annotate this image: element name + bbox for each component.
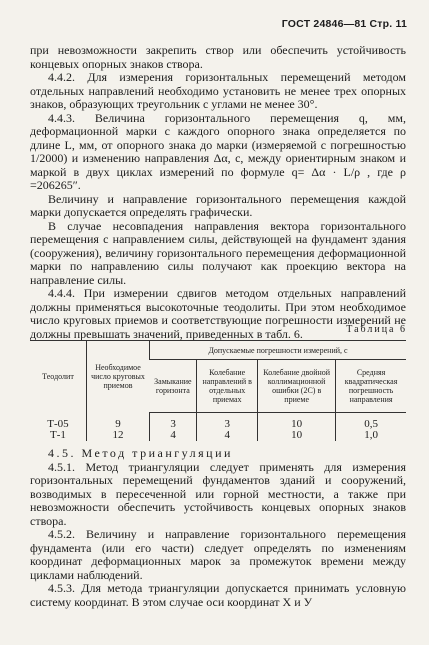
paragraph [30, 112, 406, 193]
page-header: ГОСТ 24846—81 Стр. 11 [281, 18, 407, 30]
body-text-bottom [30, 447, 406, 609]
paragraph: 4.5.1. Метод триангуляции следует применять для измерения горизонтальных перемещений фундаментов зданий и сооружений, возводимых в пересеченной или горной местности, а также при невозможности обеспечить устойчивость концевых опорных знаков створа. [30, 459, 406, 528]
table-row [30, 413, 406, 431]
column-header: Колебание направлений в отдельных приемах [197, 360, 258, 413]
section-title: 4.5. Метод триангуляции [48, 446, 233, 460]
paragraph-part: 4.4.3. Величина горизонтального перемещения q, мм, деформационной марки с каждого опорного знака определяется по длине L, мм, от опорного знака до марки (измеряемой с погрешностью 1/2000) и изменению направления Δα, с, между ориентирным знаком и маркой в двух циклах измерений по формуле q= Δα · L/ρ , где ρ =206265″. [30, 110, 406, 192]
body-text-top [30, 44, 406, 341]
column-header: Теодолит [30, 341, 87, 413]
paragraph-part: по длине L, мм, от опорного знака до марки (измеряемой с погрешностью 1/2000) и изменению направления Δα, с, между ориентирным знаком и маркой в двух циклах измерений по формуле q= Δα · L/ρ , где ρ =206265″. [30, 124, 406, 192]
table-row [30, 430, 406, 441]
column-header: Замыкание горизонта [150, 360, 197, 413]
table-cell: 9 [87, 413, 150, 431]
table-cell: 1,0 [336, 430, 406, 441]
table-cell: Т-05 [47, 417, 69, 430]
paragraph: 4.5.2. Величину и направление горизонтального перемещения фундамента (или его части) следует определять по изменениям координат деформационных марок за промежуток времени между циклами наблюдений. [30, 527, 406, 582]
table-cell: Т-1 [50, 429, 66, 441]
column-group-header: Допускаемые погрешности измерений, с [150, 341, 407, 360]
paragraph: 4.4.2. Для измерения горизонтальных перемещений методом отдельных направлений необходимо установить не менее трех опорных знаков, образующих треугольник с углами не менее 30°. [30, 70, 406, 111]
table-caption: Таблица 6 [346, 324, 407, 335]
table-cell: 10 [258, 413, 336, 431]
paragraph: при невозможности закрепить створ или обеспечить устойчивость концевых опорных знаков створа. [30, 43, 406, 71]
table-cell: 10 [258, 430, 336, 441]
table-cell: 0,5 [336, 413, 406, 431]
table-cell: 4 [150, 430, 197, 441]
paragraph: Величину и направление горизонтального перемещения каждой марки допускается определять графически. [30, 191, 406, 219]
data-table [30, 340, 406, 441]
table-cell: 12 [87, 430, 150, 441]
column-header: Средняя квадратическая погрешность направления [336, 360, 406, 413]
column-header: Колебание двойной коллимационной ошибки (2С) в приеме [258, 360, 336, 413]
table-cell: 4 [197, 430, 258, 441]
paragraph: 4.5.3. Для метода триангуляции допускается принимать условную систему координат. В этом случае оси координат X и У [30, 581, 406, 609]
table-cell: 3 [150, 413, 197, 431]
column-header: Необходимое число круговых приемов [87, 341, 150, 413]
table-cell: 3 [197, 413, 258, 431]
paragraph: 4.4.4. При измерении сдвигов методом отдельных направлений должны применяться высокоточные теодолиты. При этом необходимое число круговых приемов и соответствующие погрешности измерений не должны превышать значений, приведенных в табл. 6. [30, 286, 406, 341]
paragraph: В случае несовпадения направления вектора горизонтального перемещения с направлением силы, действующей на фундамент здания (сооружения), величину горизонтального перемещения деформационной марки по направлению силы получают как проекцию вектора на направление силы. [30, 218, 406, 287]
